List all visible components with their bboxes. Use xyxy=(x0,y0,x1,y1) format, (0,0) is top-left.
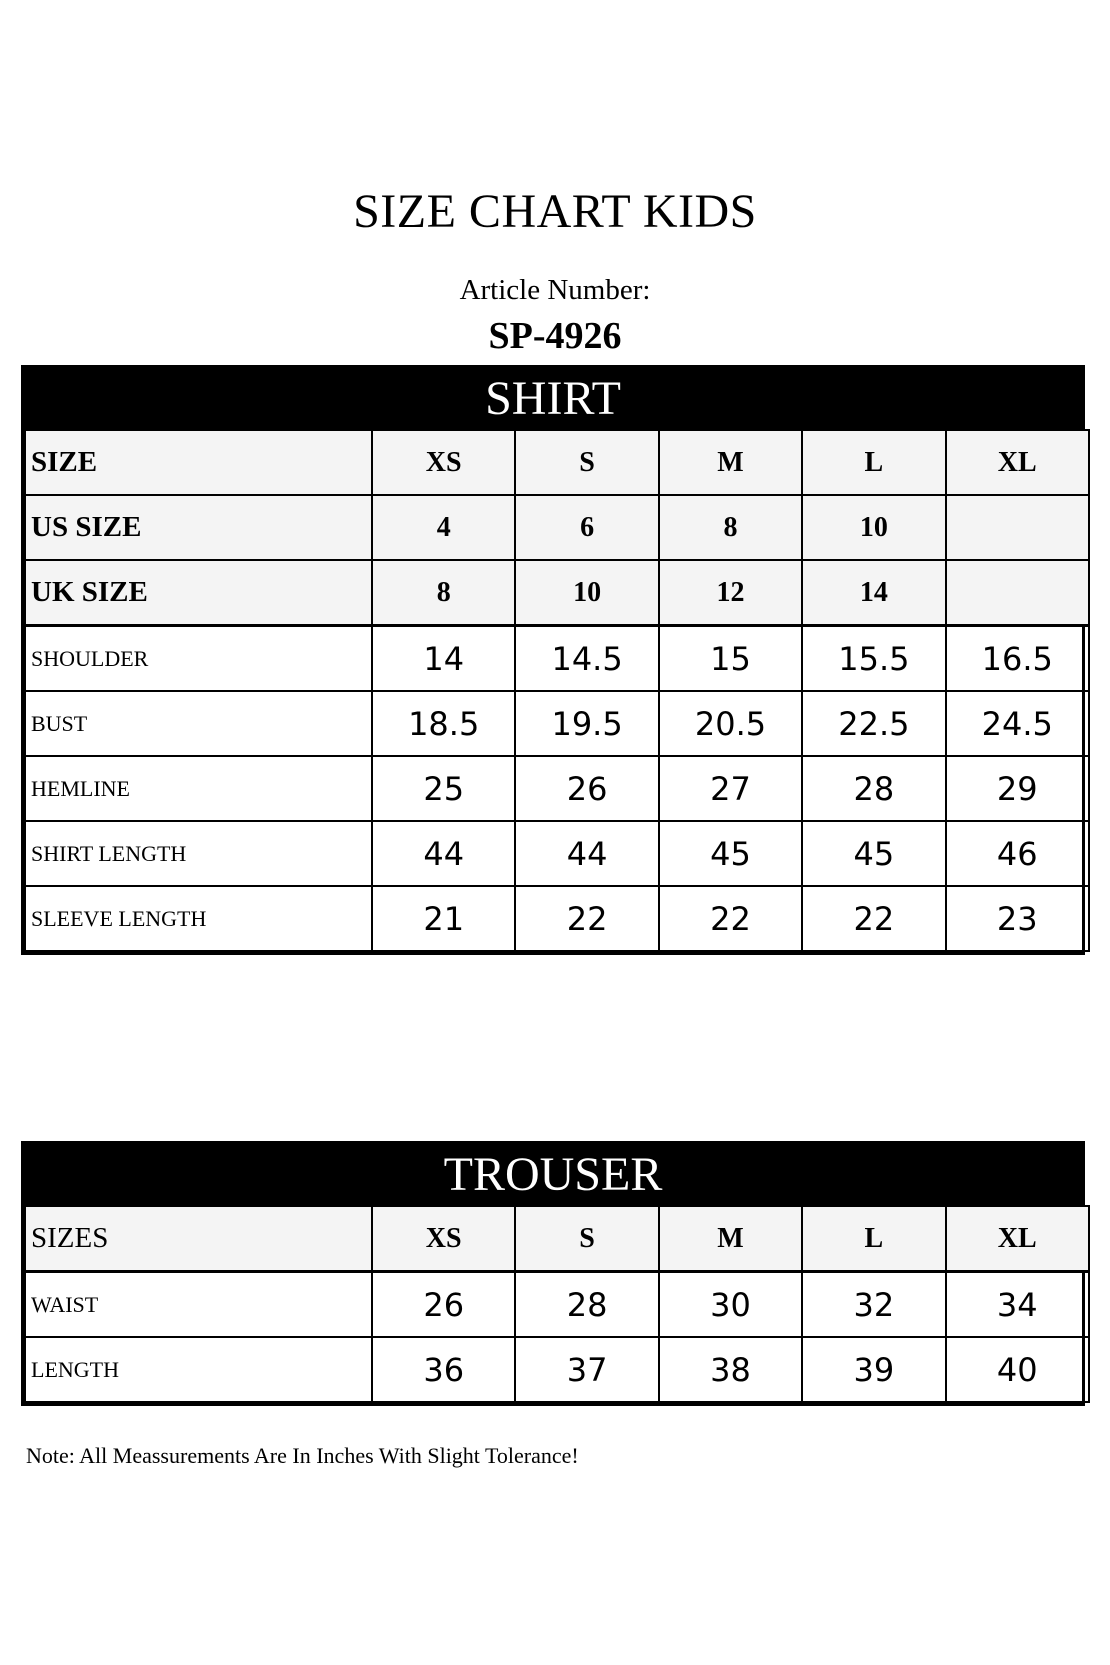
article-number: SP-4926 xyxy=(488,315,622,357)
measurement-cell: 46 xyxy=(946,821,1089,886)
measurement-cell: 34 xyxy=(946,1272,1089,1338)
row-label: BUST xyxy=(25,691,372,756)
trouser-size-row xyxy=(25,1206,1089,1272)
measurement-cell: 44 xyxy=(372,821,515,886)
size-header-cell: XL xyxy=(946,430,1089,495)
measurement-cell: 24.5 xyxy=(946,691,1089,756)
size-header-cell: M xyxy=(659,1206,802,1272)
measurement-cell: 14 xyxy=(372,626,515,692)
measurement-cell: 23 xyxy=(946,886,1089,951)
row-label: SLEEVE LENGTH xyxy=(25,886,372,951)
measurement-cell: 20.5 xyxy=(659,691,802,756)
trouser-heading: TROUSER xyxy=(21,1141,1085,1205)
size-header-cell: XL xyxy=(946,1206,1089,1272)
size-header-cell: L xyxy=(802,1206,945,1272)
trouser-size-chart xyxy=(21,1141,1085,1406)
size-header-cell: XS xyxy=(372,430,515,495)
trouser-waist-row xyxy=(25,1272,1089,1338)
measurement-cell: 22.5 xyxy=(802,691,945,756)
shirt-bust-row xyxy=(25,691,1089,756)
row-label: SHOULDER xyxy=(25,626,372,692)
measurement-cell: 14.5 xyxy=(515,626,658,692)
size-header-cell: XS xyxy=(372,1206,515,1272)
measurement-cell: 45 xyxy=(659,821,802,886)
measurement-cell: 22 xyxy=(802,886,945,951)
row-label: UK SIZE xyxy=(25,560,372,626)
measurement-cell: 28 xyxy=(515,1272,658,1338)
measurement-cell: 21 xyxy=(372,886,515,951)
measurement-cell: 26 xyxy=(372,1272,515,1338)
measurement-cell: 32 xyxy=(802,1272,945,1338)
measurement-cell: 22 xyxy=(515,886,658,951)
measurement-note: Note: All Meassurements Are In Inches With Slight Tolerance! xyxy=(26,1443,579,1468)
row-label: WAIST xyxy=(25,1272,372,1338)
row-label: US SIZE xyxy=(25,495,372,560)
measurement-cell: 44 xyxy=(515,821,658,886)
measurement-cell: 28 xyxy=(802,756,945,821)
row-label: SIZES xyxy=(25,1206,372,1272)
measurement-cell: 27 xyxy=(659,756,802,821)
measurement-cell: 39 xyxy=(802,1337,945,1402)
measurement-cell: 22 xyxy=(659,886,802,951)
trouser-length-row xyxy=(25,1337,1089,1402)
us-size-cell xyxy=(946,495,1089,560)
uk-size-cell: 10 xyxy=(515,560,658,626)
uk-size-cell: 14 xyxy=(802,560,945,626)
measurement-cell: 19.5 xyxy=(515,691,658,756)
us-size-cell: 8 xyxy=(659,495,802,560)
shirt-uk-size-row xyxy=(25,560,1089,626)
uk-size-cell: 8 xyxy=(372,560,515,626)
row-label: LENGTH xyxy=(25,1337,372,1402)
shirt-length-row xyxy=(25,821,1089,886)
row-label: SIZE xyxy=(25,430,372,495)
measurement-cell: 26 xyxy=(515,756,658,821)
size-header-cell: S xyxy=(515,1206,658,1272)
size-header-cell: S xyxy=(515,430,658,495)
shirt-us-size-row xyxy=(25,495,1089,560)
measurement-cell: 16.5 xyxy=(946,626,1089,692)
uk-size-cell: 12 xyxy=(659,560,802,626)
size-header-cell: L xyxy=(802,430,945,495)
measurement-cell: 18.5 xyxy=(372,691,515,756)
shirt-size-chart xyxy=(21,365,1085,955)
shirt-sleeve-length-row xyxy=(25,886,1089,951)
row-label: HEMLINE xyxy=(25,756,372,821)
article-number-label: Article Number: xyxy=(459,274,651,306)
row-label: SHIRT LENGTH xyxy=(25,821,372,886)
size-header-cell: M xyxy=(659,430,802,495)
shirt-hemline-row xyxy=(25,756,1089,821)
measurement-cell: 40 xyxy=(946,1337,1089,1402)
shirt-size-row xyxy=(25,430,1089,495)
measurement-cell: 36 xyxy=(372,1337,515,1402)
measurement-cell: 15.5 xyxy=(802,626,945,692)
measurement-cell: 15 xyxy=(659,626,802,692)
shirt-shoulder-row xyxy=(25,626,1089,692)
us-size-cell: 10 xyxy=(802,495,945,560)
uk-size-cell xyxy=(946,560,1089,626)
page-title: SIZE CHART KIDS xyxy=(353,185,757,238)
shirt-table xyxy=(24,429,1090,952)
measurement-cell: 37 xyxy=(515,1337,658,1402)
measurement-cell: 29 xyxy=(946,756,1089,821)
measurement-cell: 30 xyxy=(659,1272,802,1338)
us-size-cell: 4 xyxy=(372,495,515,560)
measurement-cell: 38 xyxy=(659,1337,802,1402)
us-size-cell: 6 xyxy=(515,495,658,560)
shirt-heading: SHIRT xyxy=(21,365,1085,429)
measurement-cell: 25 xyxy=(372,756,515,821)
trouser-table xyxy=(24,1205,1090,1403)
measurement-cell: 45 xyxy=(802,821,945,886)
